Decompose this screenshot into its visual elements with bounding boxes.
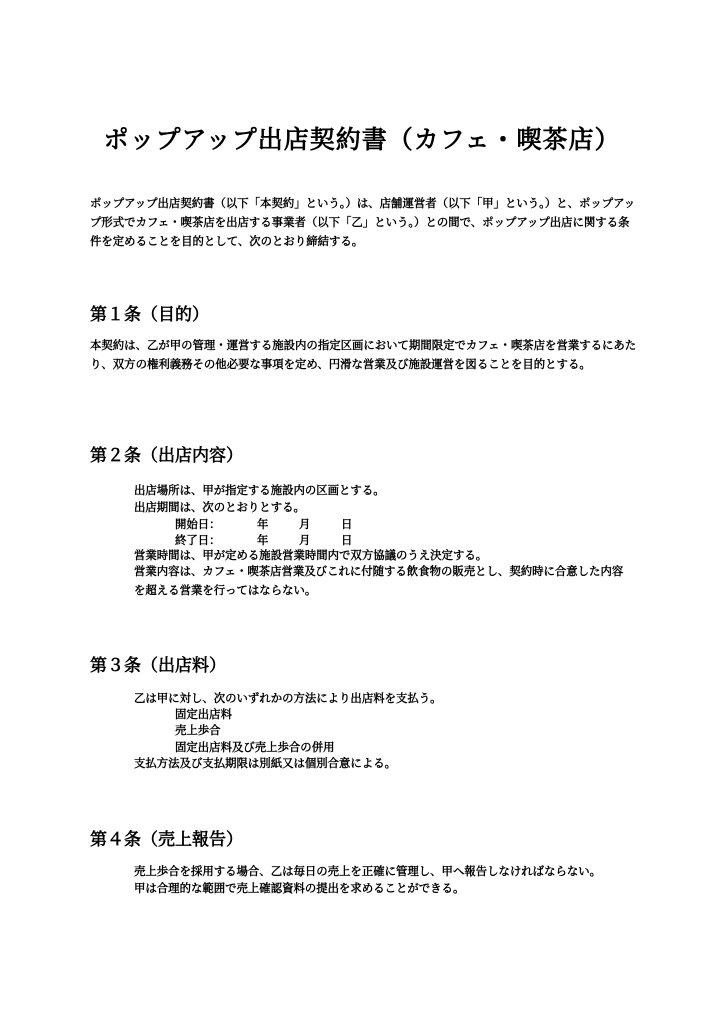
article-4-heading: 第４条（売上報告） — [90, 830, 243, 850]
end-date-row — [175, 532, 352, 548]
start-month: 月 — [299, 517, 311, 531]
fee-option-percentage: 売上歩合 — [175, 723, 221, 737]
fee-option-fixed: 固定出店料 — [175, 707, 232, 721]
article-2-item-content: 営業内容は、カフェ・喫茶店営業及びこれに付随する飲食物の販売とし、契約時に合意した内容を超える営業を行ってはならない。 — [134, 564, 624, 597]
article-4-item-report: 売上歩合を採用する場合、乙は毎日の売上を正確に管理し、甲へ報告しなければならない。 — [134, 864, 602, 878]
start-day: 日 — [341, 517, 353, 531]
end-day: 日 — [341, 533, 353, 547]
article-3-heading: 第３条（出店料） — [90, 656, 226, 676]
article-4-item-documents: 甲は合理的な範囲で売上確認資料の提出を求めることができる。 — [134, 881, 465, 895]
end-month: 月 — [299, 533, 311, 547]
article-2-item-period: 出店期間は、次のとおりとする。 — [134, 500, 305, 514]
start-date-row — [175, 516, 352, 532]
article-2-heading: 第２条（出店内容） — [90, 446, 243, 466]
article-3-payment: 支払方法及び支払期限は別紙又は個別合意による。 — [134, 756, 396, 770]
article-2-item-hours: 営業時間は、甲が定める施設営業時間内で双方協議のうえ決定する。 — [134, 548, 488, 562]
article-3-lead: 乙は甲に対し、次のいずれかの方法により出店料を支払う。 — [134, 691, 442, 705]
end-year: 年 — [257, 533, 269, 547]
fee-option-combined: 固定出店料及び売上歩合の併用 — [175, 740, 335, 754]
end-date-label: 終了日： — [175, 533, 221, 547]
article-2-item-location: 出店場所は、甲が指定する施設内の区画とする。 — [134, 483, 385, 497]
preamble: ポップアップ出店契約書（以下「本契約」という。）は、店舗運営者（以下「甲」という。）と、ポップアップ形式でカフェ・喫茶店を出店する事業者（以下「乙」という。）との間で、ポップアップ出店に関する条件を定めることを目的として、次のとおり締結する。 — [90, 196, 636, 248]
article-1-body: 本契約は、乙が甲の管理・運営する施設内の指定区画において期間限定でカフェ・喫茶店を営業するにあたり、双方の権利義務その他必要な事項を定め、円滑な営業及び施設運営を図ることを目的とする。 — [90, 338, 637, 371]
document-title: ポップアップ出店契約書（カフェ・喫茶店） — [103, 125, 621, 154]
article-1-heading: 第１条（目的） — [90, 305, 209, 325]
start-date-label: 開始日： — [175, 517, 221, 531]
start-year: 年 — [257, 517, 269, 531]
